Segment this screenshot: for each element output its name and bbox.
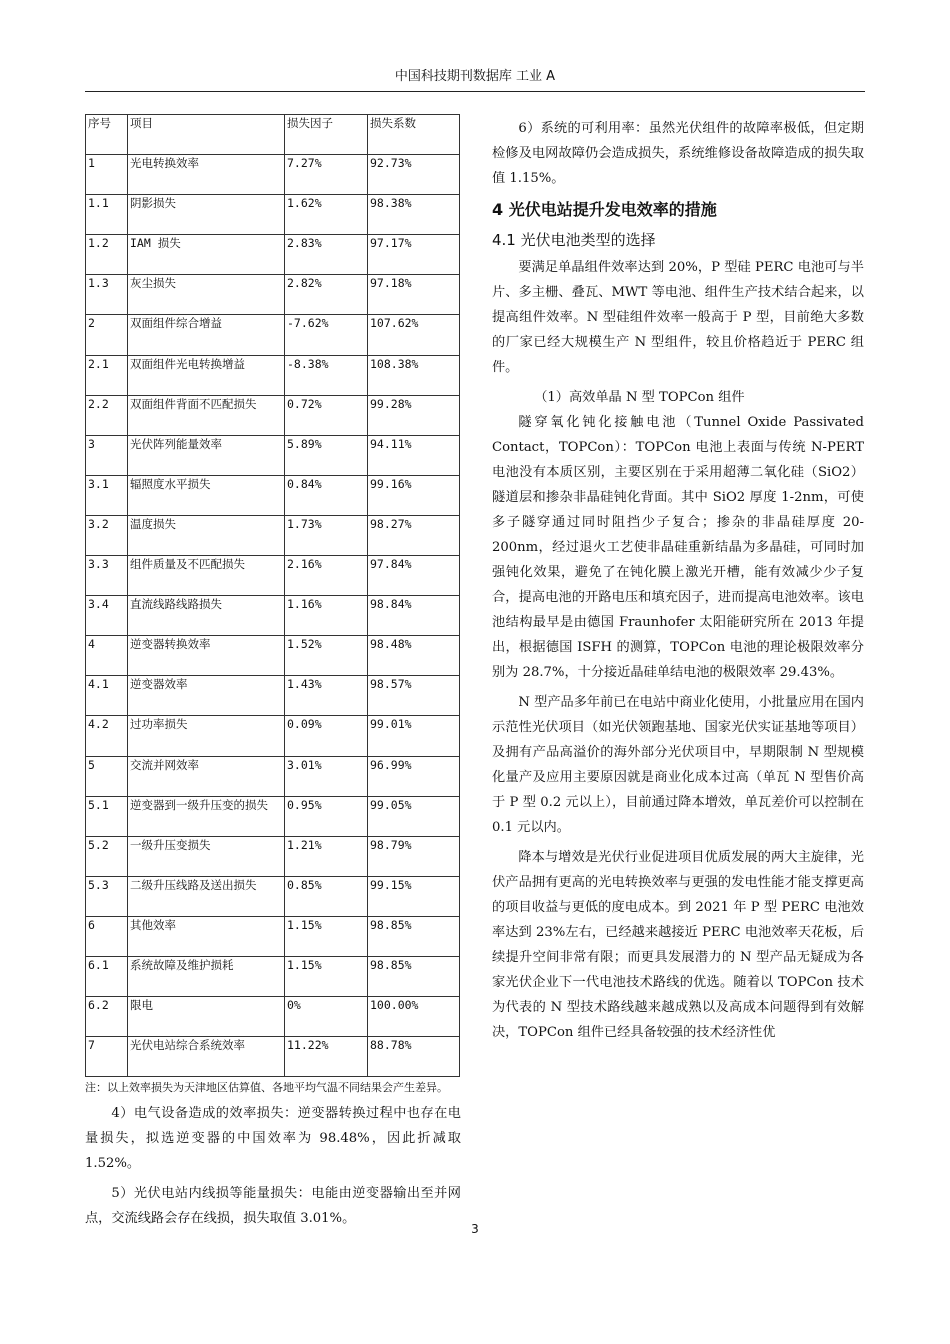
table-cell: 1.62%	[285, 195, 368, 235]
table-cell: 4.1	[86, 676, 128, 716]
table-cell: 1.15%	[285, 956, 368, 996]
table-cell: 3.1	[86, 475, 128, 515]
table-cell: 98.48%	[368, 636, 460, 676]
table-cell: 1	[86, 155, 128, 195]
table-cell: 5.89%	[285, 435, 368, 475]
table-row	[86, 435, 460, 475]
right-column	[492, 116, 864, 1050]
table-cell: 98.57%	[368, 676, 460, 716]
table-cell: 直流线路线路损失	[128, 596, 285, 636]
table-cell: 其他效率	[128, 916, 285, 956]
table-cell: 99.16%	[368, 475, 460, 515]
table-cell: 二级升压线路及送出损失	[128, 876, 285, 916]
table-cell: 94.11%	[368, 435, 460, 475]
paragraph-n-type: N 型产品多年前已在电站中商业化使用，小批量应用在国内示范性光伏项目（如光伏领跑基地、国家光伏实证基地等项目）及拥有产品高溢价的海外部分光伏项目中，早期限制 N 型规模化量产及应用主要原因就是商业化成本过高（单瓦 N 型售价高于 P 型 0.2 元以上），目前通过降本增效，单瓦差价可以控制在 0.1 元以内。	[492, 695, 864, 835]
table-row	[86, 395, 460, 435]
table-row	[86, 876, 460, 916]
table-header-cell: 项目	[128, 115, 285, 155]
table-row	[86, 956, 460, 996]
section-heading: 4 光伏电站提升发电效率的措施	[492, 200, 717, 219]
table-header-cell: 损失因子	[285, 115, 368, 155]
table-cell: 97.18%	[368, 275, 460, 315]
list-item-topcon: （1）高效单晶 N 型 TOPCon 组件	[534, 390, 745, 405]
table-cell: 7	[86, 1037, 128, 1077]
table-row	[86, 315, 460, 355]
paragraph-line-loss: 5）光伏电站内线损等能量损失：电能由逆变器输出至并网点，交流线路会存在线损，损失取值 3.01%。	[85, 1186, 461, 1227]
table-cell: -8.38%	[285, 355, 368, 395]
table-cell: 双面组件综合增益	[128, 315, 285, 355]
table-cell: 4	[86, 636, 128, 676]
table-cell: 3.3	[86, 556, 128, 596]
table-cell: 92.73%	[368, 155, 460, 195]
paragraph-electrical-loss: 4）电气设备造成的效率损失：逆变器转换过程中也存在电量损失，拟选逆变器的中国效率为 98.48%，因此折减取 1.52%。	[85, 1106, 461, 1172]
table-cell: 0%	[285, 997, 368, 1037]
table-cell: 逆变器转换效率	[128, 636, 285, 676]
table-note: 注：以上效率损失为天津地区估算值、各地平均气温不同结果会产生差异。	[85, 1081, 448, 1095]
table-cell: 7.27%	[285, 155, 368, 195]
table-cell: 5	[86, 756, 128, 796]
table-row	[86, 515, 460, 555]
table-cell: 6.1	[86, 956, 128, 996]
table-cell: 99.28%	[368, 395, 460, 435]
table-cell: 1.16%	[285, 596, 368, 636]
table-cell: 1.2	[86, 235, 128, 275]
table-cell: 光伏电站综合系统效率	[128, 1037, 285, 1077]
table-cell: 99.05%	[368, 796, 460, 836]
table-cell: 2.83%	[285, 235, 368, 275]
table-cell: 107.62%	[368, 315, 460, 355]
table-cell: 5.2	[86, 836, 128, 876]
table-row	[86, 836, 460, 876]
table-cell: 97.84%	[368, 556, 460, 596]
table-cell: 2.16%	[285, 556, 368, 596]
table-cell: 3.2	[86, 515, 128, 555]
table-row	[86, 235, 460, 275]
table-row	[86, 355, 460, 395]
table-cell: IAM 损失	[128, 235, 285, 275]
table-cell: 限电	[128, 997, 285, 1037]
table-cell: 2	[86, 315, 128, 355]
page-header: 中国科技期刊数据库 工业 A	[85, 63, 865, 92]
table-row	[86, 916, 460, 956]
left-column	[85, 114, 461, 1231]
table-cell: 3.4	[86, 596, 128, 636]
table-cell: 1.73%	[285, 515, 368, 555]
table-cell: 0.95%	[285, 796, 368, 836]
table-cell: 98.38%	[368, 195, 460, 235]
table-cell: 0.72%	[285, 395, 368, 435]
paragraph-perc: 要满足单晶组件效率达到 20%，P 型硅 PERC 电池可与半片、多主栅、叠瓦、MWT 等电池、组件生产技术结合起来，以提高组件效率。N 型硅组件效率一般高于 P 型，目前绝大多数的厂家已经大规模生产 N 型组件，较且价格趋近于 PERC 组件。	[492, 260, 864, 375]
table-cell: 灰尘损失	[128, 275, 285, 315]
table-cell: 4.2	[86, 716, 128, 756]
table-cell: 交流并网效率	[128, 756, 285, 796]
table-cell: 1.43%	[285, 676, 368, 716]
loss-table	[85, 114, 460, 1077]
table-cell: 双面组件光电转换增益	[128, 355, 285, 395]
table-row	[86, 596, 460, 636]
table-row	[86, 997, 460, 1037]
table-row	[86, 796, 460, 836]
table-cell: 98.27%	[368, 515, 460, 555]
table-row	[86, 155, 460, 195]
table-cell: 0.09%	[285, 716, 368, 756]
table-cell: -7.62%	[285, 315, 368, 355]
table-cell: 辐照度水平损失	[128, 475, 285, 515]
table-row	[86, 475, 460, 515]
table-cell: 1.52%	[285, 636, 368, 676]
table-cell: 98.79%	[368, 836, 460, 876]
table-cell: 2.2	[86, 395, 128, 435]
table-header-row	[86, 115, 460, 155]
table-header-cell: 损失系数	[368, 115, 460, 155]
table-row	[86, 676, 460, 716]
table-row	[86, 275, 460, 315]
table-cell: 光电转换效率	[128, 155, 285, 195]
table-cell: 97.17%	[368, 235, 460, 275]
table-cell: 双面组件背面不匹配损失	[128, 395, 285, 435]
table-cell: 99.01%	[368, 716, 460, 756]
table-cell: 过功率损失	[128, 716, 285, 756]
table-cell: 温度损失	[128, 515, 285, 555]
table-cell: 2.82%	[285, 275, 368, 315]
table-header-cell: 序号	[86, 115, 128, 155]
table-cell: 3.01%	[285, 756, 368, 796]
table-cell: 阴影损失	[128, 195, 285, 235]
paragraph-availability: 6）系统的可利用率：虽然光伏组件的故障率极低，但定期检修及电网故障仍会造成损失，系统维修设备故障造成的损失取值 1.15%。	[492, 121, 864, 186]
table-cell: 系统故障及维护损耗	[128, 956, 285, 996]
table-cell: 5.3	[86, 876, 128, 916]
paragraph-topcon: 隧穿氧化钝化接触电池（Tunnel Oxide Passivated Contact，TOPCon）：TOPCon 电池上表面与传统 N-PERT 电池没有本质区别，主要区别在于采用超薄二氧化硅（SiO2）隧道层和掺杂非晶硅钝化背面。其中 SiO2 厚度 1-2nm，可使多子隧穿通过同时阻挡少子复合；掺杂的非晶硅厚度 20-200nm，经过退火工艺使非晶硅重新结晶为多晶硅，可同时加强钝化效果，避免了在钝化膜上激光开槽，能有效减少少子复合，提高电池的开路电压和填充因子，进而提高电池效率。该电池结构最早是由德国 Fraunhofer 太阳能研究所在 2013 年提出，根据德国 ISFH 的测算，TOPCon 电池的理论极限效率分别为 28.7%，十分接近晶硅单结电池的极限效率 29.43%。	[492, 415, 864, 680]
table-row	[86, 195, 460, 235]
table-cell: 0.84%	[285, 475, 368, 515]
table-cell: 6	[86, 916, 128, 956]
table-cell: 5.1	[86, 796, 128, 836]
table-cell: 1.3	[86, 275, 128, 315]
table-cell: 1.1	[86, 195, 128, 235]
table-cell: 99.15%	[368, 876, 460, 916]
table-cell: 组件质量及不匹配损失	[128, 556, 285, 596]
table-row	[86, 556, 460, 596]
table-cell: 96.99%	[368, 756, 460, 796]
table-cell: 一级升压变损失	[128, 836, 285, 876]
table-cell: 100.00%	[368, 997, 460, 1037]
table-cell: 108.38%	[368, 355, 460, 395]
table-cell: 0.85%	[285, 876, 368, 916]
table-cell: 6.2	[86, 997, 128, 1037]
table-row	[86, 1037, 460, 1077]
subsection-heading: 4.1 光伏电池类型的选择	[492, 231, 656, 249]
table-cell: 逆变器到一级升压变的损失	[128, 796, 285, 836]
table-cell: 88.78%	[368, 1037, 460, 1077]
table-cell: 98.84%	[368, 596, 460, 636]
table-cell: 1.15%	[285, 916, 368, 956]
table-row	[86, 636, 460, 676]
page-number: 3	[471, 1222, 479, 1236]
table-cell: 2.1	[86, 355, 128, 395]
table-cell: 11.22%	[285, 1037, 368, 1077]
table-cell: 逆变器效率	[128, 676, 285, 716]
table-cell: 98.85%	[368, 916, 460, 956]
table-row	[86, 716, 460, 756]
table-cell: 3	[86, 435, 128, 475]
table-cell: 98.85%	[368, 956, 460, 996]
paragraph-cost-efficiency: 降本与增效是光伏行业促进项目优质发展的两大主旋律，光伏产品拥有更高的光电转换效率与更强的发电性能才能支撑更高的项目收益与更低的度电成本。到 2021 年 P 型 PERC 电池效率达到 23%左右，已经越来越接近 PERC 电池效率天花板，后续提升空间非常有限；而更具发展潜力的 N 型产品无疑成为各家光伏企业下一代电池技术路线的优选。随着以 TOPCon 技术为代表的 N 型技术路线越来越成熟以及高成本问题得到有效解决，TOPCon 组件已经具备较强的技术经济性优	[492, 850, 864, 1040]
table-cell: 光伏阵列能量效率	[128, 435, 285, 475]
table-row	[86, 756, 460, 796]
table-cell: 1.21%	[285, 836, 368, 876]
